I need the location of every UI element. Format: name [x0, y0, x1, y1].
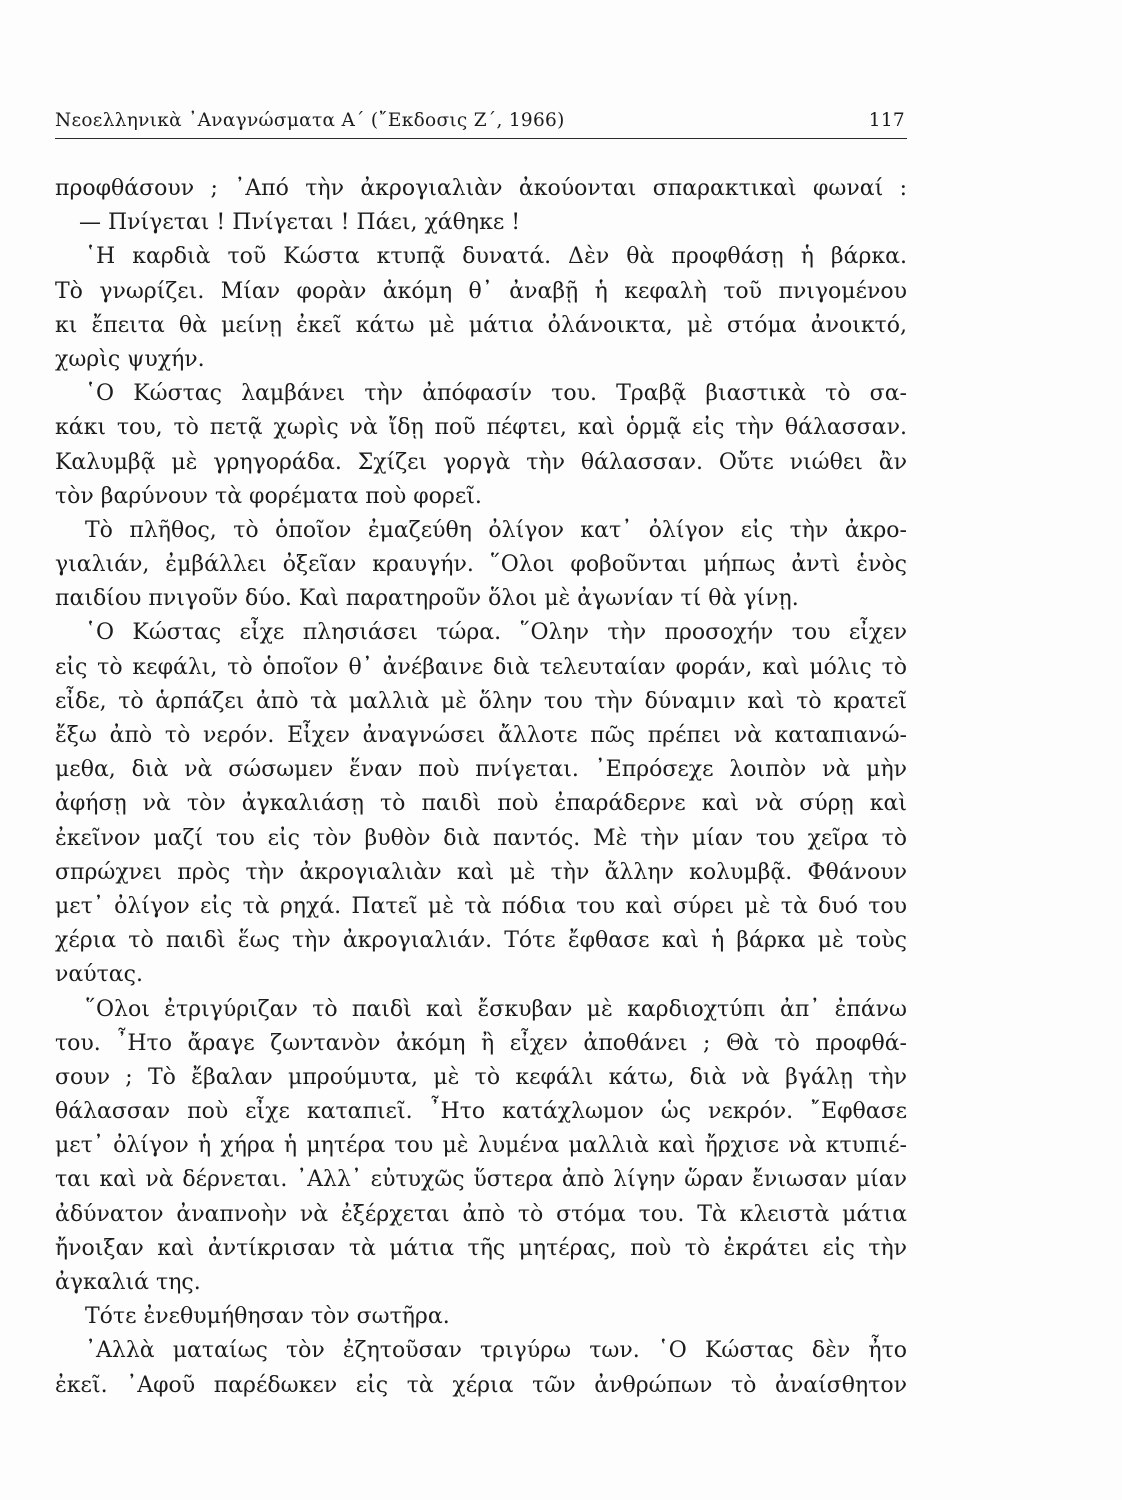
text-line: ἤνοιξαν καὶ ἀντίκρισαν τὰ μάτια τῆς μητέρας, ποὺ τὸ ἐκράτει εἰς τὴν — [55, 1235, 907, 1261]
text-line: σπρώχνει πρὸς τὴν ἀκρογιαλιὰν καὶ μὲ τὴν ἄλλην κολυμβᾷ. Φθάνουν — [55, 859, 907, 885]
text-line: εἶδε, τὸ ἁρπάζει ἀπὸ τὰ μαλλιὰ μὲ ὅλην του τὴν δύναμιν καὶ τὸ κρατεῖ — [55, 688, 907, 714]
header-title: Νεοελληνικὰ ᾽Αναγνώσματα Α΄ (῎Εκδοσις Ζ΄, 1966) — [55, 110, 565, 131]
text-line: ᾽Αλλὰ ματαίως τὸν ἐζητοῦσαν τριγύρω των. ῾Ο Κώστας δὲν ἦτο — [85, 1338, 907, 1364]
text-line: ῞Ολοι ἐτριγύριζαν τὸ παιδὶ καὶ ἔσκυβαν μὲ καρδιοχτύπι ἀπ᾽ ἐπάνω — [85, 996, 907, 1022]
text-line: μετ᾽ ὀλίγον εἰς τὰ ρηχά. Πατεῖ μὲ τὰ πόδια του καὶ σύρει μὲ τὰ δυό του — [55, 893, 907, 919]
text-line: προφθάσουν ; ᾽Από τὴν ἀκρογιαλιὰν ἀκούονται σπαρακτικαὶ φωναί : — [55, 176, 907, 201]
text-line: ται καὶ νὰ δέρνεται. ᾽Αλλ᾽ εὐτυχῶς ὕστερα ἀπὸ λίγην ὥραν ἔνιωσαν μίαν — [55, 1167, 907, 1193]
text-line: κι ἔπειτα θὰ μείνῃ ἐκεῖ κάτω μὲ μάτια ὀλάνοικτα, μὲ στόμα ἀνοικτό, — [55, 312, 907, 338]
text-line: Καλυμβᾷ μὲ γρηγοράδα. Σχίζει γοργὰ τὴν θάλασσαν. Οὔτε νιώθει ἂν — [55, 449, 907, 475]
text-line: εἰς τὸ κεφάλι, τὸ ὁποῖον θ᾽ ἀνέβαινε διὰ τελευταίαν φοράν, καὶ μόλις τὸ — [55, 654, 907, 680]
text-line: σουν ; Τὸ ἔβαλαν μπρούμυτα, μὲ τὸ κεφάλι κάτω, διὰ νὰ βγάλῃ τὴν — [55, 1064, 907, 1090]
text-line: τὸν βαρύνουν τὰ φορέματα ποὺ φορεῖ. — [55, 483, 482, 509]
text-line: ῾Ο Κώστας εἶχε πλησιάσει τώρα. ῞Ολην τὴν προσοχήν του εἶχεν — [85, 620, 907, 646]
text-line: Τὸ γνωρίζει. Μίαν φορὰν ἀκόμη θ᾽ ἀναβῇ ἡ κεφαλὴ τοῦ πνιγομένου — [55, 278, 907, 304]
text-line: του. ῏Ητο ἄραγε ζωντανὸν ἀκόμη ἢ εἶχεν ἀποθάνει ; Θὰ τὸ προφθά- — [55, 1030, 907, 1056]
text-line: Τὸ πλῆθος, τὸ ὁποῖον ἐμαζεύθη ὀλίγον κατ᾽ ὀλίγον εἰς τὴν ἀκρο- — [85, 517, 907, 543]
text-line: γιαλιάν, ἐμβάλλει ὀξεῖαν κραυγήν. ῞Ολοι φοβοῦνται μήπως ἀντὶ ἑνὸς — [55, 552, 907, 578]
text-line: θάλασσαν ποὺ εἶχε καταπιεῖ. ῏Ητο κατάχλωμον ὡς νεκρόν. ῎Εφθασε — [55, 1099, 907, 1125]
text-line: ναύτας. — [55, 962, 143, 988]
text-line: ἐκεῖ. ᾽Αφοῦ παρέδωκεν εἰς τὰ χέρια τῶν ἀνθρώπων τὸ ἀναίσθητον — [55, 1372, 907, 1398]
page-number: 117 — [868, 110, 905, 131]
text-line: μεθα, διὰ νὰ σώσωμεν ἕναν ποὺ πνίγεται. ᾽Επρόσεχε λοιπὸν νὰ μὴν — [55, 757, 907, 783]
text-line: ἀφήσῃ νὰ τὸν ἀγκαλιάσῃ τὸ παιδὶ ποὺ ἐπαράδερνε καὶ νὰ σύρῃ καὶ — [55, 791, 907, 817]
text-line: ῾Η καρδιὰ τοῦ Κώστα κτυπᾷ δυνατά. Δὲν θὰ προφθάσῃ ἡ βάρκα. — [85, 244, 907, 270]
text-line: κάκι του, τὸ πετᾷ χωρὶς νὰ ἴδῃ ποῦ πέφτει, καὶ ὁρμᾷ εἰς τὴν θάλασσαν. — [55, 415, 907, 441]
text-line: χωρὶς ψυχήν. — [55, 346, 205, 372]
text-line: Τότε ἐνεθυμήθησαν τὸν σωτῆρα. — [85, 1304, 450, 1330]
text-line: ἀγκαλιά της. — [55, 1270, 201, 1295]
text-line: μετ᾽ ὀλίγον ἡ χήρα ἡ μητέρα του μὲ λυμένα μαλλιὰ καὶ ἤρχισε νὰ κτυπιέ- — [55, 1133, 907, 1159]
text-line: ἐκεῖνον μαζί του εἰς τὸν βυθὸν διὰ παντός. Μὲ τὴν μίαν του χεῖρα τὸ — [55, 825, 907, 851]
text-line: ῾Ο Κώστας λαμβάνει τὴν ἀπόφασίν του. Τραβᾷ βιαστικὰ τὸ σα- — [85, 381, 907, 407]
text-line: ἔξω ἀπὸ τὸ νερόν. Εἶχεν ἀναγνώσει ἄλλοτε πῶς πρέπει νὰ καταπιανώ- — [55, 723, 907, 748]
running-header — [55, 104, 907, 139]
text-line: ἀδύνατον ἀναπνοὴν νὰ ἐξέρχεται ἀπὸ τὸ στόμα του. Τὰ κλειστὰ μάτια — [55, 1201, 907, 1227]
text-line: παιδίου πνιγοῦν δύο. Καὶ παρατηροῦν ὅλοι μὲ ἀγωνίαν τί θὰ γίνῃ. — [55, 586, 799, 612]
text-line: χέρια τὸ παιδὶ ἕως τὴν ἀκρογιαλιάν. Τότε ἔφθασε καὶ ἡ βάρκα μὲ τοὺς — [55, 928, 907, 954]
text-line: — Πνίγεται ! Πνίγεται ! Πάει, χάθηκε ! — [79, 210, 521, 236]
body-text — [55, 172, 907, 1403]
